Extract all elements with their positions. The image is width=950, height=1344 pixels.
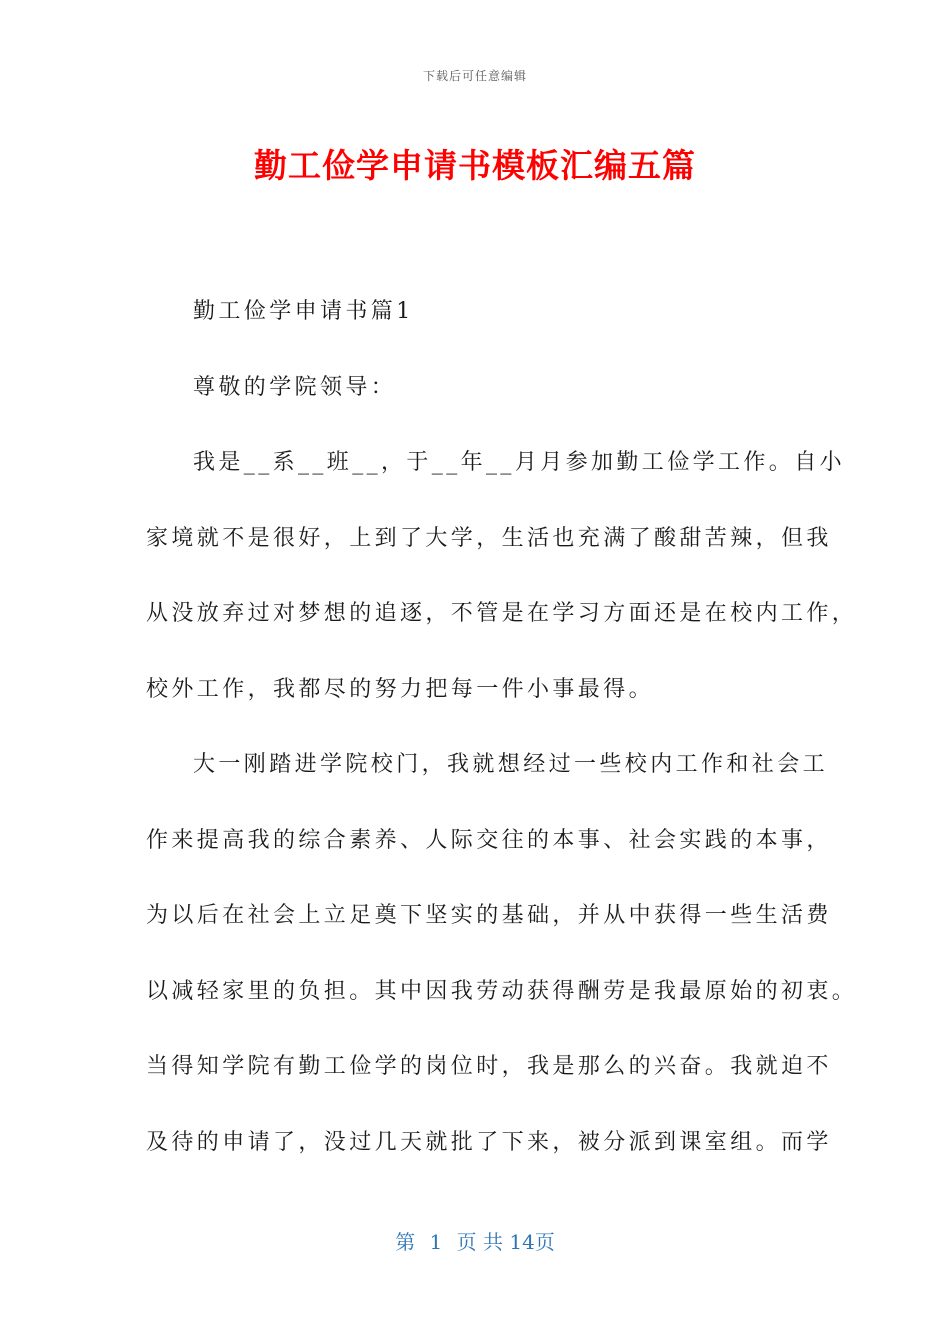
paragraph-line: 家境就不是很好，上到了大学，生活也充满了酸甜苦辣，但我	[146, 525, 832, 551]
footer-suffix: 页	[534, 1230, 555, 1254]
footer-prefix: 第	[395, 1230, 416, 1254]
paragraph-line: 作来提高我的综合素养、人际交往的本事、社会实践的本事，	[146, 827, 832, 853]
footer-total-pages: 14	[509, 1230, 535, 1254]
footer-middle: 页 共	[456, 1230, 503, 1254]
paragraph-line: 为以后在社会上立足奠下坚实的基础，并从中获得一些生活费	[146, 903, 832, 928]
paragraph-line: 校外工作，我都尽的努力把每一件小事最得。	[146, 676, 655, 702]
header-note: 下载后可任意编辑	[422, 69, 527, 83]
page-footer	[0, 1226, 950, 1255]
document-title: 勤工俭学申请书模板汇编五篇	[254, 146, 696, 185]
document-body	[146, 274, 858, 1180]
paragraph-line: 以减轻家里的负担。其中因我劳动获得酬劳是我最原始的初衷。	[146, 978, 858, 1004]
paragraph-line: 及待的申请了，没过几天就批了下来，被分派到课室组。而学	[146, 1129, 832, 1155]
salutation: 尊敬的学院领导：	[193, 374, 397, 400]
paragraph-line: 当得知学院有勤工俭学的岗位时，我是那么的兴奋。我就迫不	[146, 1054, 832, 1079]
footer-current-page: 1	[429, 1230, 443, 1254]
paragraph-line: 我是__系__班__，于__年__月月参加勤工俭学工作。自小	[193, 450, 846, 475]
section-heading: 勤工俭学申请书篇1	[193, 299, 414, 324]
paragraph-line: 从没放弃过对梦想的追逐，不管是在学习方面还是在校内工作，	[146, 601, 858, 626]
paragraph-line: 大一刚踏进学院校门，我就想经过一些校内工作和社会工	[193, 752, 829, 777]
